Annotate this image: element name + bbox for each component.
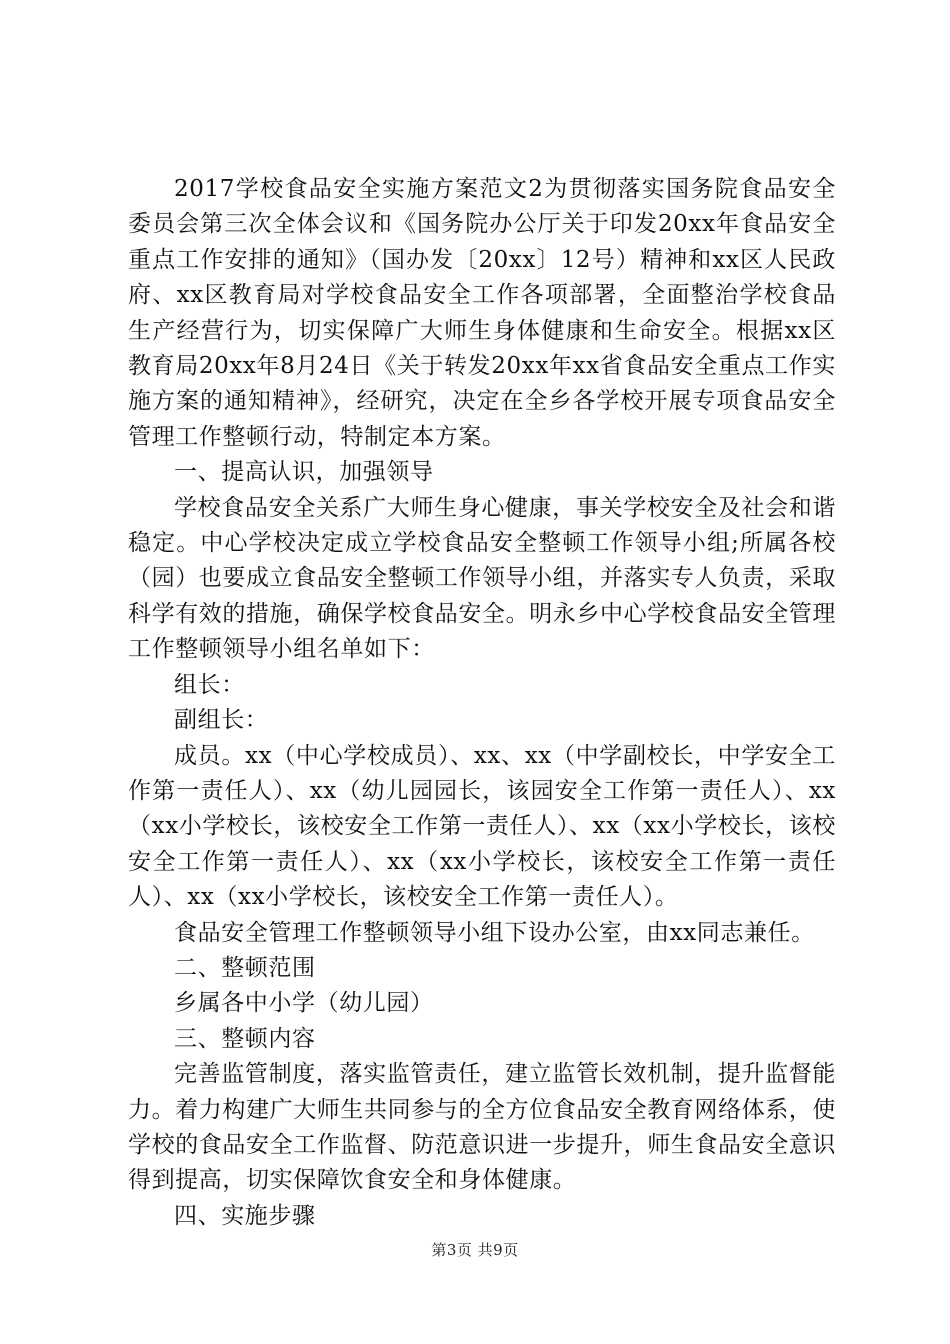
heading-section-3: 三、整顿内容 bbox=[174, 1025, 316, 1052]
paragraph-office: 食品安全管理工作整顿领导小组下设办公室，由xx同志兼任。 bbox=[174, 919, 815, 946]
document-body bbox=[128, 172, 836, 1234]
paragraph-leader: 组长： bbox=[174, 671, 245, 698]
heading-section-1: 一、提高认识，加强领导 bbox=[174, 459, 434, 486]
paragraph-intro: 2017学校食品安全实施方案范文2为贯彻落实国务院食品安全委员会第三次全体会议和《国务院办公厅关于印发20xx年食品安全重点工作安排的通知》（国办发〔20xx〕12号）精神和xx区人民政府、xx区教育局对学校食品安全工作各项部署，全面整治学校食品生产经营行为，切实保障广大师生身体健康和生命安全。根据xx区教育局20xx年8月24日《关于转发20xx年xx省食品安全重点工作实施方案的通知精神》，经研究，决定在全乡各学校开展专项食品安全管理工作整顿行动，特制定本方案。 bbox=[128, 176, 836, 450]
paragraph-scope: 乡属各中小学（幼儿园） bbox=[174, 990, 434, 1017]
page-number-footer: 第3页 共9页 bbox=[431, 1241, 519, 1259]
paragraph-deputy-leader: 副组长： bbox=[174, 707, 269, 734]
paragraph-members: 成员。xx（中心学校成员）、xx、xx（中学副校长，中学安全工作第一责任人）、xx（幼儿园园长，该园安全工作第一责任人）、xx（xx小学校长，该校安全工作第一责任人）、xx（xx小学校长，该校安全工作第一责任人）、xx（xx小学校长，该校安全工作第一责任人）、xx（xx小学校长，该校安全工作第一责任人）。 bbox=[128, 742, 836, 911]
paragraph-content: 完善监管制度，落实监管责任，建立监管长效机制，提升监督能力。着力构建广大师生共同参与的全方位食品安全教育网络体系，使学校的食品安全工作监督、防范意识进一步提升，师生食品安全意识得到提高，切实保障饮食安全和身体健康。 bbox=[128, 1061, 836, 1194]
paragraph-section-1-body: 学校食品安全关系广大师生身心健康，事关学校安全及社会和谐稳定。中心学校决定成立学校食品安全整顿工作领导小组;所属各校（园）也要成立食品安全整顿工作领导小组，并落实专人负责，采取科学有效的措施，确保学校食品安全。明永乡中心学校食品安全管理工作整顿领导小组名单如下： bbox=[128, 494, 836, 663]
heading-section-2: 二、整顿范围 bbox=[174, 954, 316, 981]
heading-section-4: 四、实施步骤 bbox=[174, 1202, 316, 1229]
